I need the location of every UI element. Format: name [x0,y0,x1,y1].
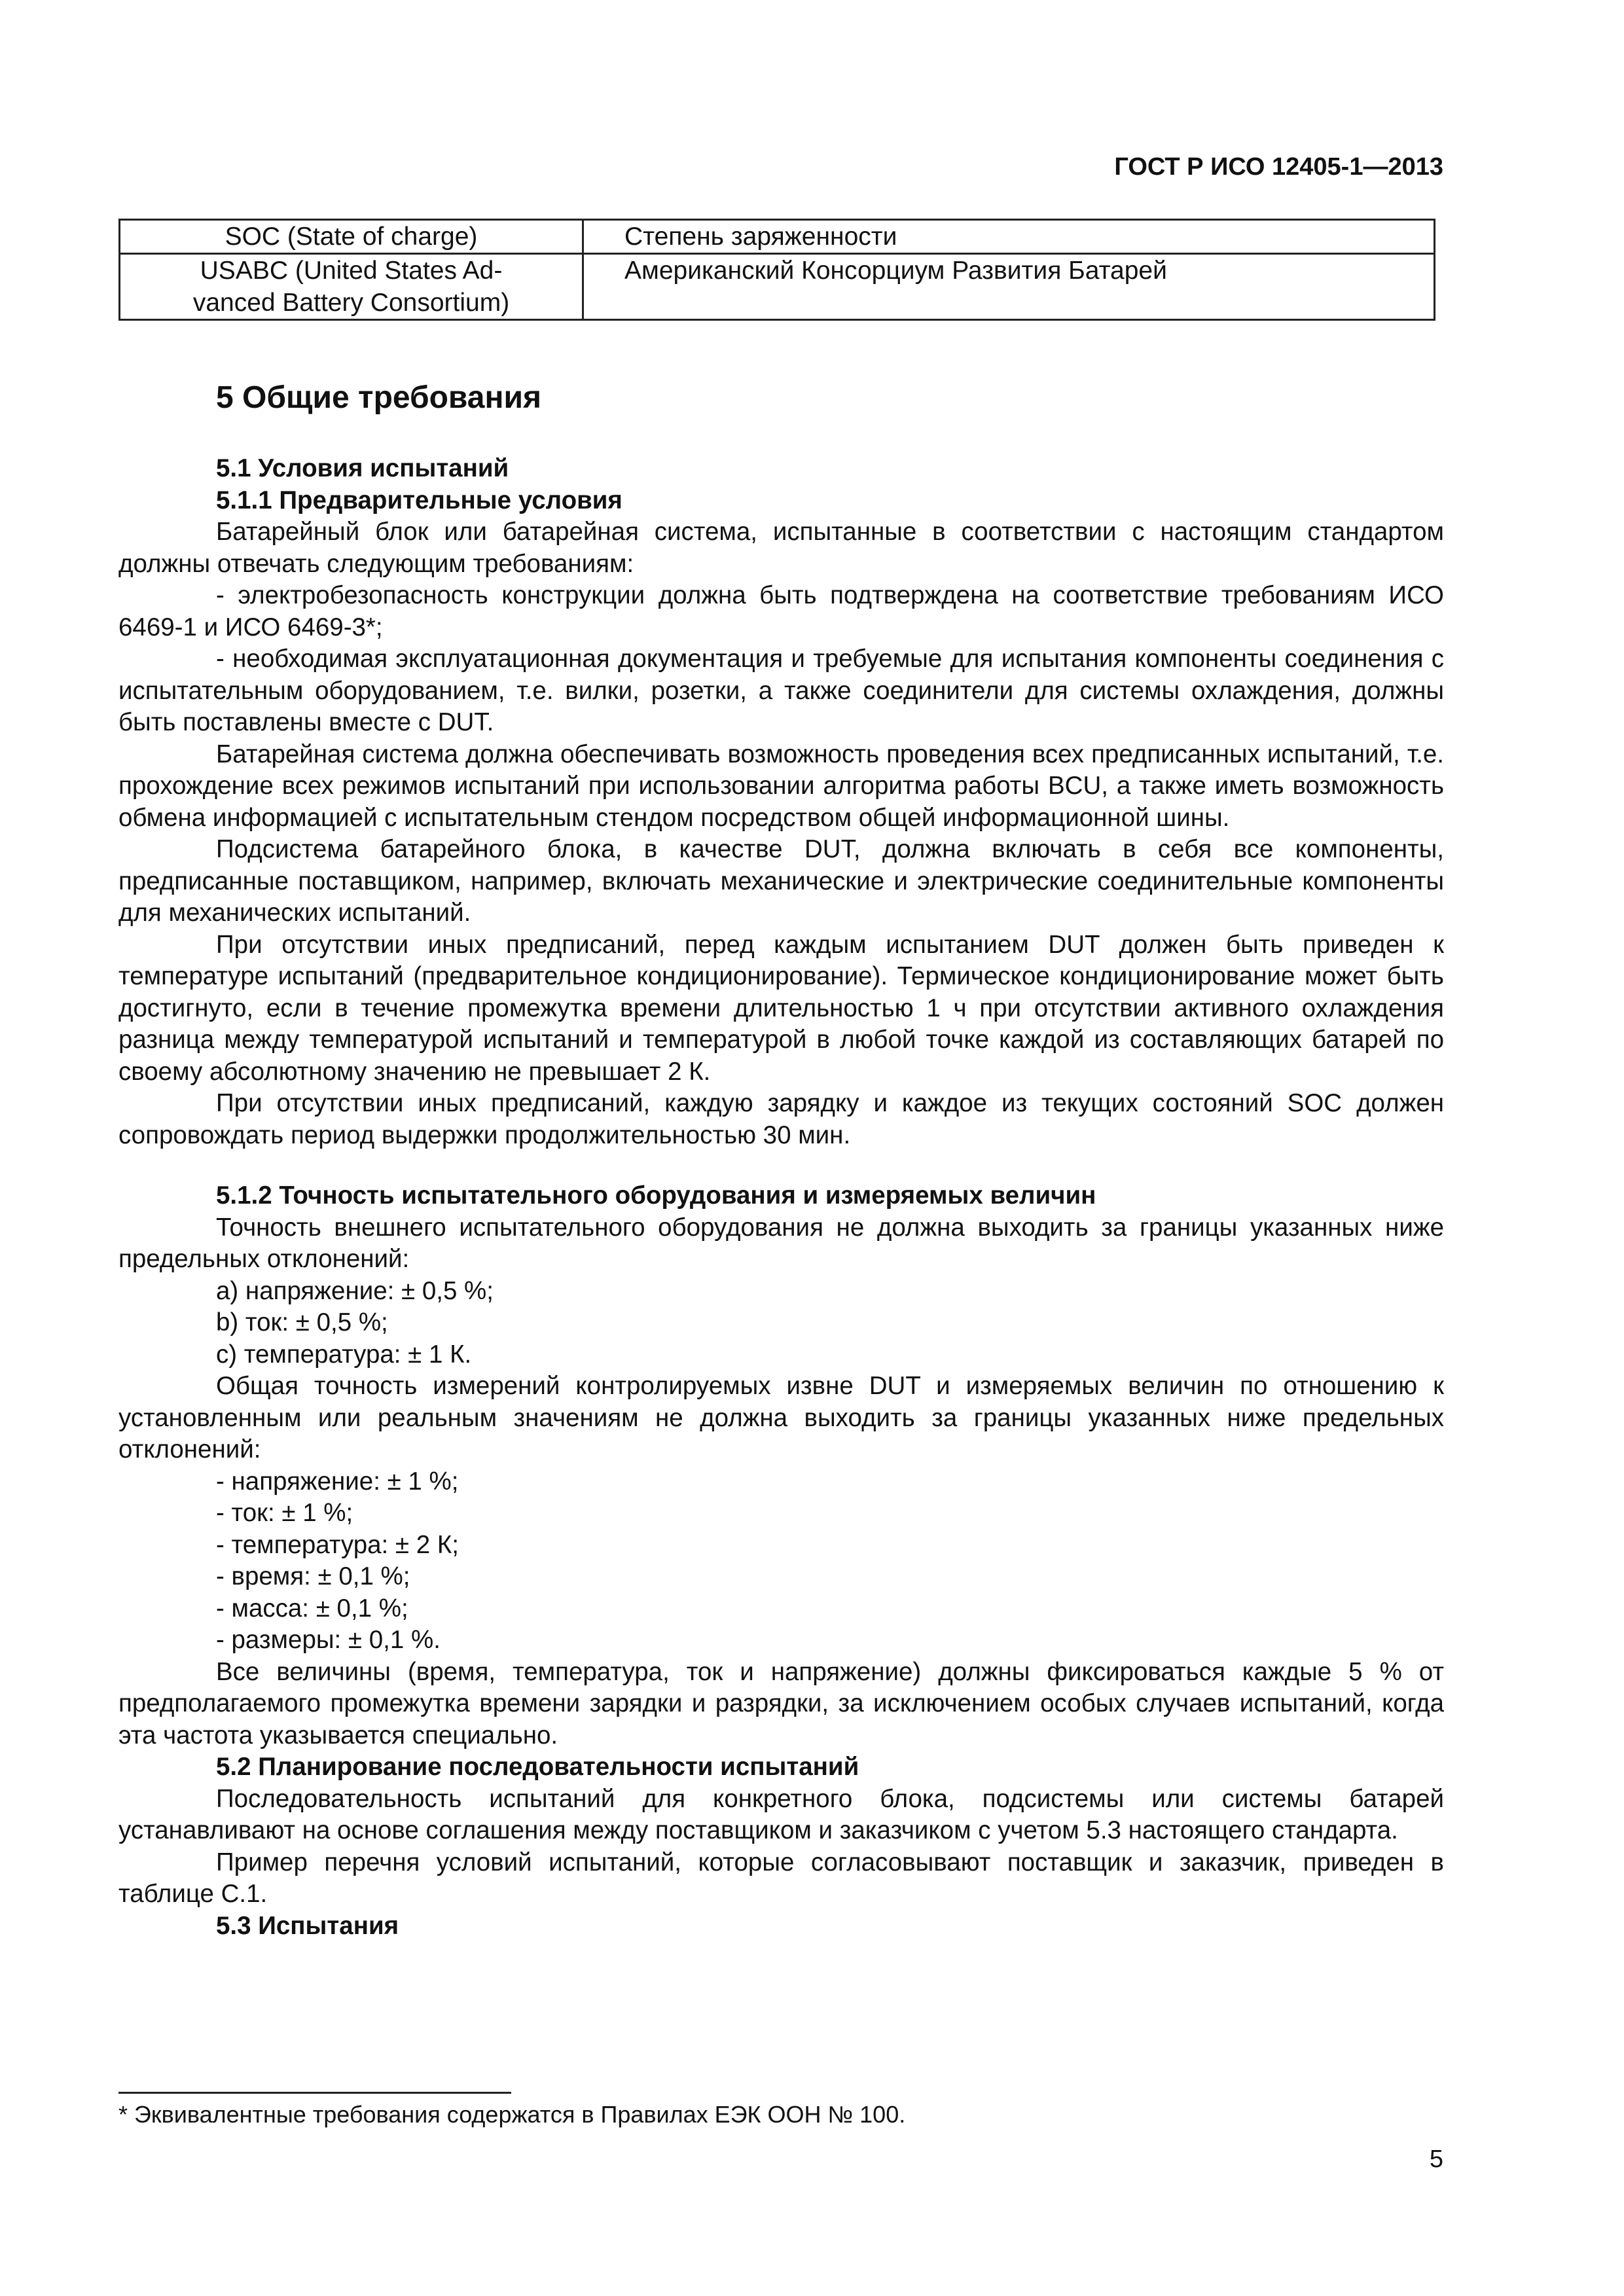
paragraph: - необходимая эксплуатационная документация и требуемые для испытания компоненты соединения с испытательным оборудованием, т.е. вилки, розетки, а также соединители для системы охлаждения, должны быть поставлены вместе с DUT. [118,645,1444,736]
abbr-term-cell [120,254,583,320]
paragraph: a) напряжение: ± 0,5 %; [216,1276,494,1305]
paragraph: - размеры: ± 0,1 %. [216,1626,441,1654]
abbr-term: SOC (State of charge) [225,223,478,251]
section-title: 5 Общие требования [216,380,541,415]
subsection-heading: 5.3 Испытания [216,1911,399,1940]
paragraph: Последовательность испытаний для конкретного блока, подсистемы или системы батарей устанавливают на основе соглашения между поставщиком и заказчиком с учетом 5.3 настоящего стандарта. [118,1784,1444,1844]
paragraph: Точность внешнего испытательного оборудования не должна выходить за границы указанных ниже предельных отклонений: [118,1213,1444,1273]
paragraph: - электробезопасность конструкции должна быть подтверждена на соответствие требованиям ИСО 6469-1 и ИСО 6469-3*; [118,581,1444,641]
paragraph: - масса: ± 0,1 %; [216,1594,408,1623]
paragraph: Общая точность измерений контролируемых извне DUT и измеряемых величин по отношению к установленным или реальным значениям не должна выходить за границы указанных ниже предельных отклонений: [118,1372,1444,1463]
abbr-meaning: Степень заряженности [583,220,1435,254]
paragraph: При отсутствии иных предписаний, каждую зарядку и каждое из текущих состояний SOC должен сопровождать период выдержки продолжительностью 30 мин. [118,1089,1444,1149]
paragraph: - время: ± 0,1 %; [216,1562,410,1590]
paragraph: Пример перечня условий испытаний, которые согласовывают поставщик и заказчик, приведен в таблице С.1. [118,1848,1444,1908]
paragraph: Подсистема батарейного блока, в качестве DUT, должна включать в себя все компоненты, предписанные поставщиком, например, включать механические и электрические соединительные компоненты для механических испытаний. [118,835,1444,927]
paragraph: Батарейный блок или батарейная система, испытанные в соответствии с настоящим стандартом должны отвечать следующим требованиям: [118,518,1444,578]
abbreviations-table [118,219,1435,321]
table-row [120,220,1435,254]
paragraph: При отсутствии иных предписаний, перед каждым испытанием DUT должен быть приведен к температуре испытаний (предварительное кондиционирование). Термическое кондиционирование может быть достигнуто, если в течение промежутка времени длительностью 1 ч при отсутствии активного охлаждения разница между температурой испытаний и температурой в любой точке каждой из составляющих батарей по своему абсолютному значению не превышает 2 К. [118,930,1444,1086]
table-row [120,254,1435,320]
paragraph: - напряжение: ± 1 %; [216,1467,459,1496]
footnote: * Эквивалентные требования содержатся в Правилах ЕЭК ООН № 100. [118,2101,906,2128]
abbr-term-line2: vanced Battery Consortium) [192,289,510,317]
subsection-heading: 5.1.2 Точность испытательного оборудования и измеряемых величин [216,1181,1096,1210]
paragraph-gap [118,1151,1444,1180]
paragraph: Все величины (время, температура, ток и напряжение) должны фиксироваться каждые 5 % от предполагаемого промежутка времени зарядки и разрядки, за исключением особых случаев испытаний, когда эта частота указывается специально. [118,1657,1444,1749]
subsection-heading: 5.1 Условия испытаний [216,454,509,482]
paragraph: Батарейная система должна обеспечивать возможность проведения всех предписанных испытаний, т.е. прохождение всех режимов испытаний при использовании алгоритма работы BCU, а также иметь возможность обмена информацией с испытательным стендом посредством общей информационной шины. [118,740,1444,832]
page-number: 5 [1429,2145,1443,2173]
paragraph: - ток: ± 1 %; [216,1499,353,1527]
paragraph: c) температура: ± 1 К. [216,1340,472,1369]
footnote-divider [118,2092,511,2094]
abbr-meaning: Американский Консорциум Развития Батарей [583,254,1435,320]
subsection-heading: 5.2 Планирование последовательности испытаний [216,1753,859,1781]
subsection-heading: 5.1.1 Предварительные условия [216,486,623,514]
paragraph: b) ток: ± 0,5 %; [216,1308,388,1336]
document-body [118,453,1444,1942]
document-header-id: ГОСТ Р ИСО 12405-1—2013 [1114,153,1443,181]
abbr-term-line1: USABC (United States Ad- [200,257,503,285]
paragraph: - температура: ± 2 К; [216,1530,459,1559]
abbr-term-cell [120,220,583,254]
